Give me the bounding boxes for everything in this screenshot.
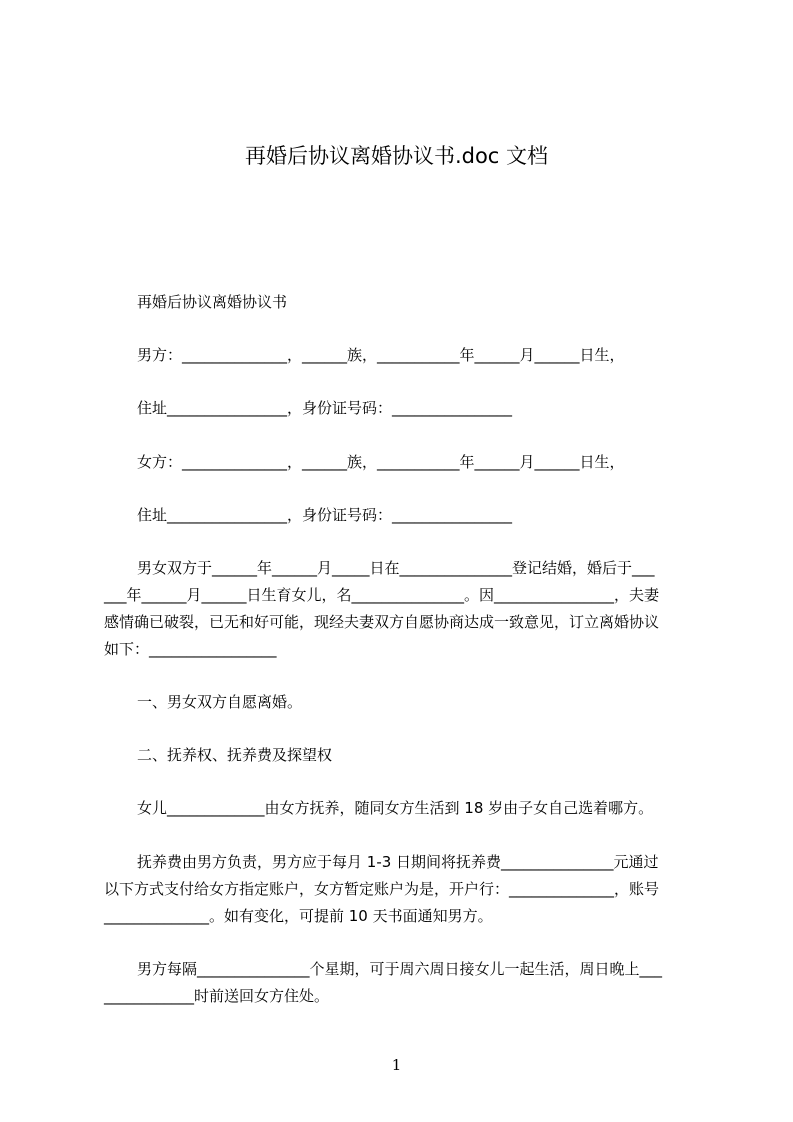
paragraph-line: ______________。如有变化，可提前 10 天书面通知男方。	[104, 907, 493, 925]
document-title: 再婚后协议离婚协议书.doc 文档	[244, 144, 549, 168]
male-address-line: 住址________________，身份证号码：________________	[137, 399, 513, 417]
paragraph-line: 感情确已破裂，已无和好可能，现经夫妻双方自愿协商达成一致意见，订立离婚协议	[104, 613, 660, 631]
clause-one: 一、男女双方自愿离婚。	[137, 693, 303, 711]
paragraph-line: ____________时前送回女方住处。	[104, 987, 330, 1005]
female-party-line: 女方：______________，______族，___________年______月______日生，	[137, 453, 625, 471]
male-party-line: 男方：______________，______族，___________年______月______日生，	[137, 346, 625, 364]
paragraph-line: 男女双方于______年______月_____日在_______________登记结婚，婚后于___	[137, 559, 655, 577]
paragraph-line: 男方每隔_______________个星期，可于周六周日接女儿一起生活，周日晚上___	[137, 960, 663, 978]
paragraph-line: 以下方式支付给女方指定账户，女方暂定账户为是，开户行：______________，账号	[104, 880, 660, 898]
female-address-line: 住址________________，身份证号码：________________	[137, 506, 513, 524]
paragraph-line: 抚养费由男方负责，男方应于每月 1-3 日期间将抚养费_______________元通过	[137, 853, 659, 871]
paragraph-line: 如下：_________________	[104, 640, 277, 658]
custody-paragraph: 女儿_____________由女方抚养，随同女方生活到 18 岁由子女自己选着哪方。	[137, 799, 654, 817]
paragraph-line: ___年______月______日生育女儿，名_______________。因________________，夫妻	[104, 586, 660, 604]
page-number: 1	[391, 1056, 402, 1074]
clause-two: 二、抚养权、抚养费及探望权	[137, 746, 333, 764]
agreement-heading: 再婚后协议离婚协议书	[137, 293, 288, 311]
